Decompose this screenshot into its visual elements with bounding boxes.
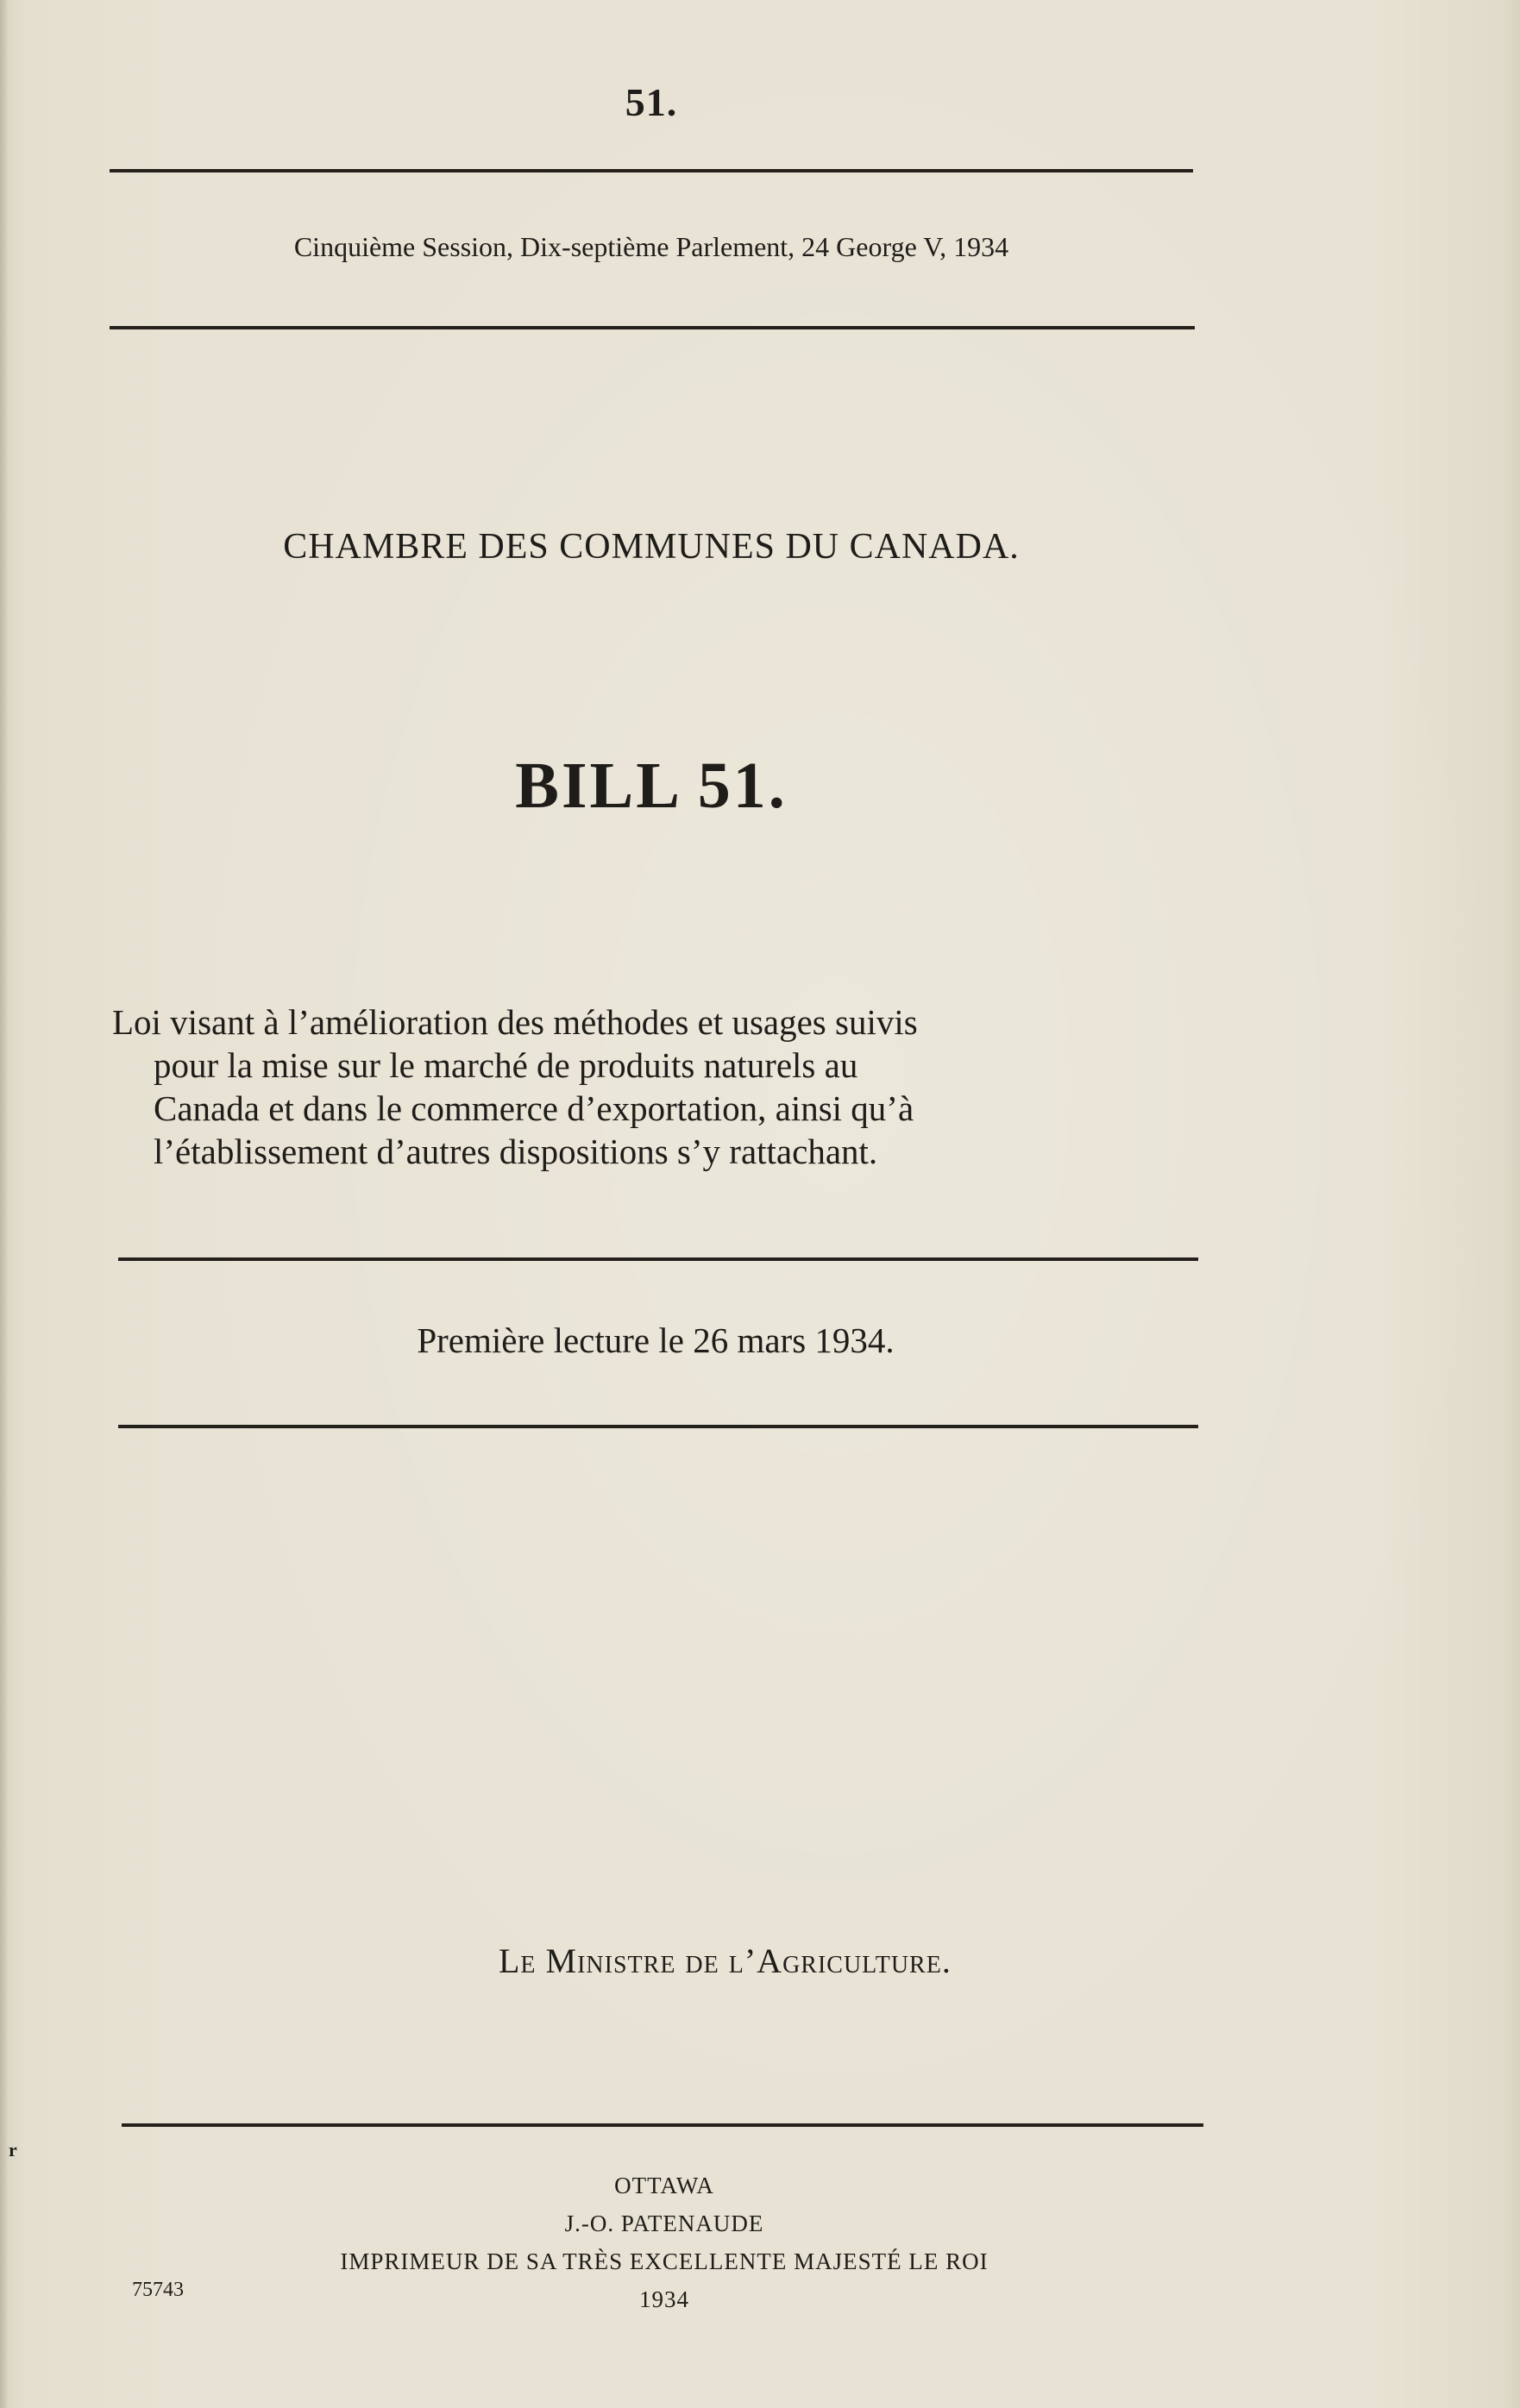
chamber-heading: CHAMBRE DES COMMUNES DU CANADA. (283, 527, 1020, 567)
bottom-rule (122, 2123, 1203, 2127)
first-reading-line: Première lecture le 26 mars 1934. (417, 1320, 895, 1360)
minister-line: Le Ministre de l’Agriculture. (499, 1941, 952, 1980)
session-line: Cinquième Session, Dix-septième Parlement, 24 George V, 1934 (293, 231, 1009, 262)
long-title-line-3: Canada et dans le commerce d’exportation, ainsi qu’à (154, 1088, 914, 1128)
imprint-block (0, 2167, 1328, 2318)
bill-long-title (112, 1000, 1208, 1173)
imprint-printer: J.-O. PATENAUDE (564, 2210, 764, 2236)
top-rule-1 (110, 169, 1193, 172)
middle-rule-1 (118, 1257, 1198, 1261)
imprint-year: 1934 (639, 2286, 689, 2312)
long-title-line-2: pour la mise sur le marché de produits naturels au (154, 1045, 858, 1085)
long-title-line-1: Loi visant à l’amélioration des méthodes et usages suivis (112, 1002, 918, 1042)
document-code: 75743 (132, 2279, 184, 2301)
imprint-city: OTTAWA (614, 2173, 714, 2198)
bill-number-heading: 51. (625, 80, 678, 124)
margin-mark: r (9, 2139, 17, 2160)
top-rule-2 (110, 326, 1195, 329)
imprint-printer-title: IMPRIMEUR DE SA TRÈS EXCELLENTE MAJESTÉ LE ROI (340, 2248, 989, 2274)
middle-rule-2 (118, 1425, 1198, 1428)
long-title-line-4: l’établissement d’autres dispositions s’y rattachant. (154, 1132, 878, 1171)
bill-title: BILL 51. (515, 749, 788, 822)
page-edge-shadow (0, 0, 9, 2408)
